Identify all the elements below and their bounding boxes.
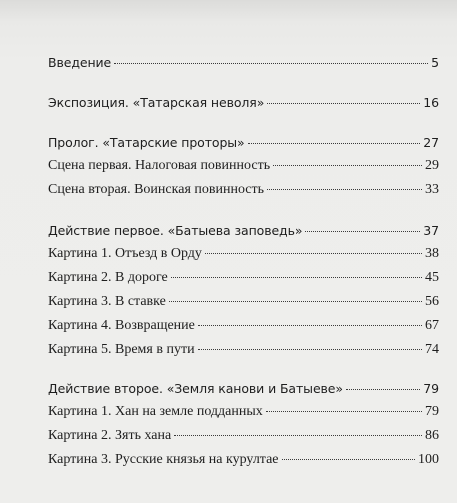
dot-leader	[248, 143, 421, 144]
toc-entry-title: Картина 3. В ставке	[48, 294, 166, 309]
dot-leader	[169, 301, 422, 302]
toc-entry-page: 74	[425, 342, 439, 357]
toc-entry-act1-picture-5	[48, 342, 439, 358]
toc-entry-title: Сцена первая. Налоговая повинность	[48, 158, 271, 173]
dot-leader	[174, 435, 422, 436]
toc-entry-title: Введение	[48, 55, 112, 70]
toc-entry-page: 79	[423, 381, 439, 396]
toc-entry-page: 29	[425, 158, 439, 173]
dot-leader	[267, 103, 420, 104]
toc-entry-title: Картина 5. Время в пути	[48, 342, 195, 357]
toc-entry-title: Картина 3. Русские князья на курултае	[48, 452, 279, 467]
toc-entry-title: Действие первое. «Батыева заповедь»	[48, 223, 303, 238]
toc-entry-title: Действие второе. «Земля канови и Батыеве»	[48, 381, 343, 396]
toc-entry-page: 79	[425, 404, 439, 419]
dot-leader	[114, 63, 428, 64]
toc-entry-act1-picture-1	[48, 246, 439, 262]
toc-entry-title: Картина 4. Возвращение	[48, 318, 195, 333]
toc-entry-act-2	[48, 381, 439, 396]
toc-entry-page: 27	[423, 135, 439, 150]
toc-entry-title: Картина 1. Отъезд в Орду	[48, 246, 202, 261]
toc-entry-title: Картина 1. Хан на земле подданных	[48, 404, 263, 419]
toc-entry-page: 5	[431, 55, 439, 70]
toc-entry-scene-2	[48, 182, 439, 198]
dot-leader	[305, 231, 420, 232]
dot-leader	[266, 411, 422, 412]
toc-entry-act2-picture-2	[48, 428, 439, 444]
dot-leader	[205, 253, 422, 254]
dot-leader	[282, 459, 415, 460]
toc-entry-page: 33	[425, 182, 439, 197]
toc-entry-act1-picture-2	[48, 270, 439, 286]
dot-leader	[267, 189, 422, 190]
toc-entry-page: 86	[425, 428, 439, 443]
dot-leader	[273, 165, 422, 166]
dot-leader	[198, 349, 422, 350]
toc-entry-act2-picture-3	[48, 452, 439, 468]
toc-entry-act-1	[48, 223, 439, 238]
toc-entry-act2-picture-1	[48, 404, 439, 420]
toc-entry-page: 37	[423, 223, 439, 238]
dot-leader	[198, 325, 422, 326]
show-through-text	[40, 0, 440, 32]
toc-entry-page: 45	[425, 270, 439, 285]
toc-entry-page: 38	[425, 246, 439, 261]
dot-leader	[346, 389, 420, 390]
toc-entry-page: 56	[425, 294, 439, 309]
toc-entry-title: Сцена вторая. Воинская повинность	[48, 182, 265, 197]
toc-entry-page: 67	[425, 318, 439, 333]
toc-entry-exposition	[48, 95, 439, 110]
dot-leader	[171, 277, 422, 278]
toc-entry-title: Картина 2. В дороге	[48, 270, 168, 285]
toc-entry-prologue	[48, 135, 439, 150]
toc-entry-title: Картина 2. Зять хана	[48, 428, 172, 443]
toc-entry-title: Экспозиция. «Татарская неволя»	[48, 95, 265, 110]
toc-entry-title: Пролог. «Татарские проторы»	[48, 135, 245, 150]
toc-entry-scene-1	[48, 158, 439, 174]
toc-entry-act1-picture-4	[48, 318, 439, 334]
toc-entry-page: 100	[418, 452, 439, 467]
toc-entry-page: 16	[423, 95, 439, 110]
toc-entry-introduction	[48, 55, 439, 70]
toc-entry-act1-picture-3	[48, 294, 439, 310]
